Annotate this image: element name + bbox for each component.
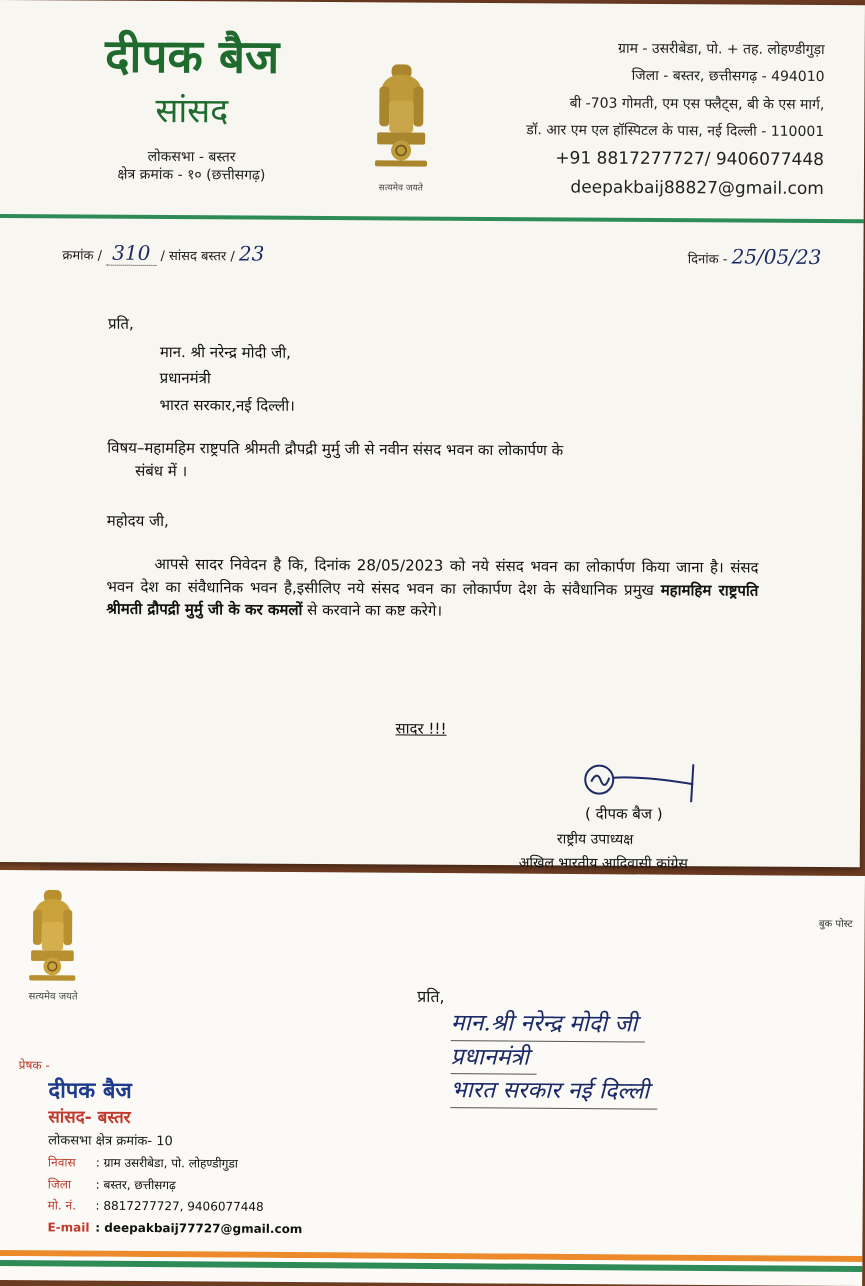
envelope-addressee-line-2: प्रधानमंत्री xyxy=(451,1041,538,1075)
addressee-line-2: प्रधानमंत्री xyxy=(159,369,211,388)
constituency-line-2: क्षेत्र क्रमांक - १० (छत्तीसगढ़) xyxy=(117,167,266,185)
signer-name: ( दीपक बैज ) xyxy=(584,804,663,824)
letterhead-contact xyxy=(464,35,825,204)
subject-line xyxy=(107,437,747,486)
emblem-motto: सत्यमेव जयते xyxy=(378,183,423,194)
address-line-3: बी -703 गोमती, एम एस फ्लैट्स, बी के एस मार्ग, xyxy=(569,95,825,113)
envelope xyxy=(0,870,865,1286)
addressee-line-1: मान. श्री नरेन्द्र मोदी जी, xyxy=(159,342,291,362)
residence-value: : ग्राम उसरीबेडा, पो. लोहण्डीगुडा xyxy=(95,1155,238,1171)
address-line-1: ग्राम - उसरीबेडा, पो. + तह. लोहण्डीगुड़ा xyxy=(618,40,825,59)
letterhead-divider xyxy=(0,214,864,223)
district-label: जिला xyxy=(47,1176,72,1192)
addressee-line-3: भारत सरकार,नई दिल्ली। xyxy=(159,395,295,415)
residence-label: निवास xyxy=(47,1155,76,1170)
signer-designation-1: राष्ट्रीय उपाध्यक्ष xyxy=(556,831,634,848)
reference-mid: / सांसद बस्तर / xyxy=(160,248,235,265)
sender-constituency: लोकसभा क्षेत्र क्रमांक- 10 xyxy=(48,1133,173,1150)
envelope-emblem-motto: सत्यमेव जयते xyxy=(28,991,78,1003)
envelope-addressee-line-1: मान.श्री नरेन्द्र मोदी जी xyxy=(451,1007,646,1042)
reference-label: क्रमांक / xyxy=(62,248,103,264)
reference-number xyxy=(62,240,264,265)
mobile-value: : 8817277727, 9406077448 xyxy=(95,1198,264,1215)
subject-line-2: संबंध में । xyxy=(135,461,188,480)
sender-residence-row xyxy=(48,1152,303,1175)
body-paragraph xyxy=(106,553,758,624)
letterhead-role: सांसद xyxy=(155,90,229,131)
envelope-addressee xyxy=(450,1007,657,1109)
signature-icon xyxy=(577,762,707,805)
sender-mobile-row xyxy=(48,1196,303,1219)
letterhead-constituency xyxy=(79,147,304,186)
signer-designation-2: अखिल भारतीय आदिवासी कांग्रेस xyxy=(518,855,688,873)
letterhead-left xyxy=(79,30,305,186)
paragraph-part-2: से करवाने का कष्ट करेगे। xyxy=(307,600,443,620)
address-line-4: डॉ. आर एम एल हॉस्पिटल के पास, नई दिल्ली - 110001 xyxy=(526,122,825,140)
salutation: महोदय जी, xyxy=(106,511,169,531)
sender-name: दीपक बैज xyxy=(48,1078,132,1104)
paragraph-bold: महामहिम राष्ट्रपति श्रीमती द्रौपद्री मुर्मु जी के कर कमलों xyxy=(106,580,759,619)
date-value: 25/05/23 xyxy=(731,244,822,270)
addressee-block xyxy=(159,339,295,419)
letterhead-name: दीपक बैज xyxy=(104,28,280,84)
date-label: दिनांक - xyxy=(687,252,728,268)
to-label: प्रति, xyxy=(107,314,134,333)
address-line-2: जिला - बस्तर, छत्तीसगढ़ - 494010 xyxy=(631,68,825,86)
paragraph-part-1: आपसे सादर निवेदन है कि, दिनांक 28/05/2023 को नये संसद भवन का लोकार्पण किया जाना है। संसद भवन देश का संवैधानिक भवन है,इसीलिए नये संसद भवन का लोकार्पण देश के संवैधानिक प्रमुख xyxy=(106,554,759,599)
email-label: E-mail xyxy=(47,1220,90,1235)
sender-details xyxy=(47,1152,302,1240)
reference-value: 310 xyxy=(106,241,156,266)
envelope-addressee-line-3: भारत सरकार नई दिल्ली xyxy=(450,1074,657,1109)
sender-email-row xyxy=(47,1217,302,1240)
closing-greeting: सादर !!! xyxy=(395,719,447,738)
sender-label: प्रेषक - xyxy=(18,1058,50,1073)
district-value: : बस्तर, छत्तीसगढ़ xyxy=(95,1177,176,1192)
sender-district-row xyxy=(48,1174,303,1197)
letter-date xyxy=(688,244,822,269)
constituency-line-1: लोकसभा - बस्तर xyxy=(147,148,236,166)
book-post-label: बुक पोस्ट xyxy=(818,918,853,930)
national-emblem-icon xyxy=(369,60,434,168)
phone-number: +91 8817277727/ 9406077448 xyxy=(555,148,825,171)
envelope-to-label: प्रति, xyxy=(417,986,445,1007)
subject-line-1: विषय–महामहिम राष्ट्रपति श्रीमती द्रौपद्री मुर्मु जी से नवीन संसद भवन का लोकार्पण के xyxy=(107,438,564,460)
email-value: : deepakbaij77727@gmail.com xyxy=(95,1220,303,1236)
email-address: deepakbaij88827@gmail.com xyxy=(570,177,824,200)
mobile-label: मो. नं. xyxy=(47,1198,77,1213)
sender-role: सांसद- बस्तर xyxy=(48,1107,131,1128)
national-emblem-icon xyxy=(21,886,84,982)
reference-year: 23 xyxy=(238,241,265,266)
